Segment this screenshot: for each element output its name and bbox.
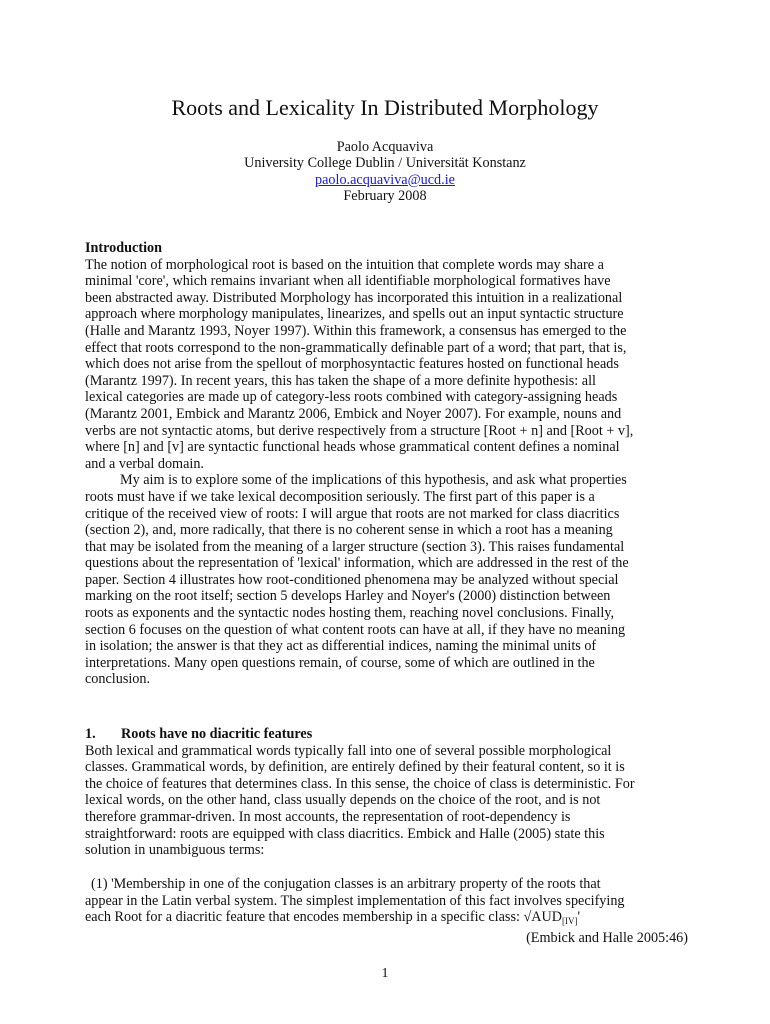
text-line: minimal 'core', which remains invariant when all identifiable morphological formatives have — [85, 273, 611, 290]
text-line: (Marantz 2001, Embick and Marantz 2006, Embick and Noyer 2007). For example, nouns and — [85, 405, 622, 422]
example-text: each Root for a diacritic feature that encodes membership in a specific class: √AUD — [85, 909, 562, 926]
text-line: conclusion. — [85, 671, 151, 688]
text-line: which does not arise from the spellout of morphosyntactic features hosted on functional heads — [85, 356, 619, 373]
text-line: roots must have if we take lexical decomposition seriously. The first part of this paper is a — [85, 488, 595, 505]
text-line: Both lexical and grammatical words typically fall into one of several possible morphological — [85, 742, 612, 759]
paper-title: Roots and Lexicality In Distributed Morphology — [171, 95, 599, 120]
text-line: effect that roots correspond to the non-grammatically definable part of a word; that part, that is, — [85, 339, 627, 356]
text-line: that may be isolated from the meaning of a larger structure (section 3). This raises fundamental — [85, 538, 625, 555]
introduction-section — [85, 240, 688, 688]
text-line: where [n] and [v] are syntactic functional heads whose grammatical content defines a nominal — [85, 439, 620, 456]
section-1-paragraph — [85, 743, 688, 859]
text-line: My aim is to explore some of the implications of this hypothesis, and ask what properties — [120, 472, 627, 489]
text-line: approach where morphology manipulates, linearizes, and spells out an input syntactic structure — [85, 306, 624, 323]
section-number: 1. — [85, 726, 96, 742]
text-line: roots as exponents and the syntactic nodes hosting them, reaching novel conclusions. Finally, — [85, 605, 615, 622]
author-affiliation: University College Dublin / Universität Konstanz — [244, 155, 526, 172]
author-block — [0, 139, 770, 205]
section-1 — [85, 726, 688, 859]
example-1 — [85, 876, 688, 946]
introduction-paragraph-2 — [85, 472, 688, 688]
example-line — [85, 909, 688, 930]
text-line: (Marantz 1997). In recent years, this has taken the shape of a more definite hypothesis: all — [85, 372, 596, 389]
text-line: The notion of morphological root is based on the intuition that complete words may share a — [85, 256, 604, 273]
text-line: section 6 focuses on the question of what content roots can have at all, if they have no meaning — [85, 621, 626, 638]
text-line: lexical words, on the other hand, class usually depends on the choice of the root, and is not — [85, 792, 601, 809]
text-line: (section 2), and, more radically, that there is no coherent sense in which a root has a meaning — [85, 522, 613, 539]
text-line: questions about the representation of 'lexical' information, which are addressed in the rest of the — [85, 555, 629, 572]
text-line: solution in unambiguous terms: — [85, 842, 265, 859]
section-1-heading — [85, 726, 688, 743]
text-line: critique of the received view of roots: I will argue that roots are not marked for class diacritics — [85, 505, 620, 522]
introduction-paragraph-1 — [85, 257, 688, 473]
section-title: Roots have no diacritic features — [121, 726, 313, 742]
text-line: lexical categories are made up of category-less roots combined with category-assigning heads — [85, 389, 618, 406]
text-line: the choice of features that determines class. In this sense, the choice of class is deterministic. For — [85, 775, 635, 792]
subscript-class: [IV] — [561, 916, 578, 927]
text-line: paper. Section 4 illustrates how root-conditioned phenomena may be analyzed without special — [85, 571, 619, 588]
text-line: (Halle and Marantz 1993, Noyer 1997). Within this framework, a consensus has emerged to the — [85, 322, 627, 339]
example-text: ' — [577, 909, 581, 926]
introduction-heading: Introduction — [85, 240, 162, 256]
example-citation: (Embick and Halle 2005:46) — [526, 929, 688, 946]
example-line: appear in the Latin verbal system. The simplest implementation of this fact involves specifying — [85, 892, 625, 909]
page-number: 1 — [381, 966, 389, 981]
text-line: been abstracted away. Distributed Morphology has incorporated this intuition in a realizational — [85, 289, 623, 306]
example-line: (1) 'Membership in one of the conjugation classes is an arbitrary property of the roots that — [91, 876, 601, 892]
text-line: in isolation; the answer is that they act as differential indices, naming the minimal units of — [85, 638, 597, 655]
text-line: marking on the root itself; section 5 develops Harley and Noyer's (2000) distinction between — [85, 588, 611, 605]
text-line: classes. Grammatical words, by definition, are entirely defined by their featural content, so it is — [85, 759, 625, 776]
author-name: Paolo Acquaviva — [336, 139, 434, 155]
text-line: verbs are not syntactic atoms, but derive respectively from a structure [Root + n] and [Root + v], — [85, 422, 634, 439]
text-line: therefore grammar-driven. In most accounts, the representation of root-dependency is — [85, 808, 571, 825]
text-line: straightforward: roots are equipped with class diacritics. Embick and Halle (2005) state this — [85, 825, 605, 842]
text-line: interpretations. Many open questions remain, of course, some of which are outlined in the — [85, 654, 595, 671]
paper-date: February 2008 — [343, 188, 427, 205]
text-line: and a verbal domain. — [85, 455, 204, 472]
author-email-link[interactable]: paolo.acquaviva@ucd.ie — [315, 171, 455, 188]
